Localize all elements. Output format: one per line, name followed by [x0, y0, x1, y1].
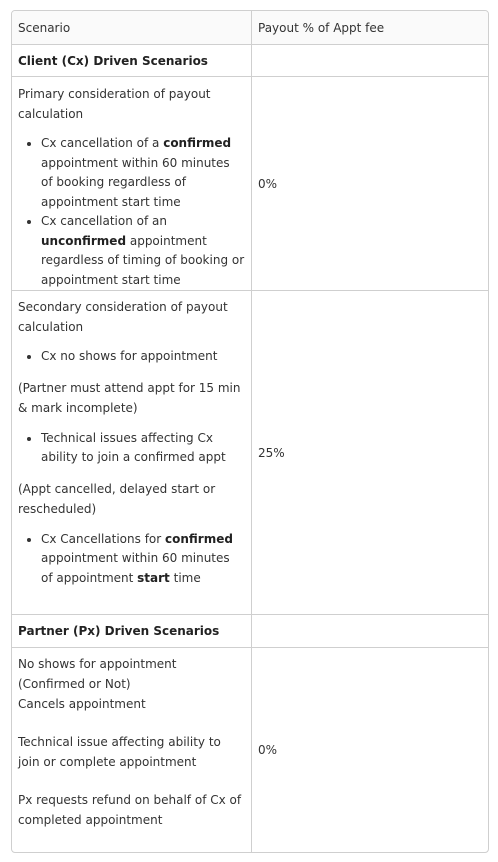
secondary-scenario-cell: [12, 291, 251, 614]
payout-table: [11, 10, 489, 853]
partner-line-1: No shows for appointment (Confirmed or Not): [18, 657, 177, 691]
cx-section-empty-cell: [251, 45, 488, 76]
list-item: • Cx cancellation of an unconfirmed appointment regardless of timing of booking or appointment start time: [41, 212, 245, 290]
list-item: • Technical issues affecting Cx ability to join a confirmed appt: [41, 429, 245, 468]
partner-scenario-cell: [12, 648, 251, 852]
primary-intro: Primary consideration of payout calculation: [18, 87, 211, 121]
primary-payout: 0%: [251, 77, 488, 290]
list-item: • Cx no shows for appointment: [41, 347, 245, 367]
header-scenario: Scenario: [18, 20, 71, 35]
partner-line-2: Cancels appointment: [18, 697, 146, 711]
px-section-title: Partner (Px) Driven Scenarios: [18, 624, 220, 638]
partner-row: [12, 647, 488, 852]
primary-list: [18, 134, 245, 290]
table-header-row: [12, 11, 488, 44]
partner-line-4: Px requests refund on behalf of Cx of completed appointment: [18, 793, 242, 827]
primary-scenario-cell: [12, 77, 251, 290]
secondary-note-1: (Partner must attend appt for 15 min & mark incomplete): [18, 380, 241, 415]
secondary-payout: 25%: [251, 291, 488, 614]
list-item: • Cx cancellation of a confirmed appointment within 60 minutes of booking regardless of appointment start time: [41, 134, 245, 212]
secondary-list-3: [18, 530, 245, 589]
partner-payout: 0%: [251, 648, 488, 852]
secondary-list-1: [18, 347, 245, 367]
secondary-row: [12, 290, 488, 614]
header-payout: Payout % of Appt fee: [251, 11, 488, 44]
px-section-empty-cell: [251, 615, 488, 647]
secondary-note-2: (Appt cancelled, delayed start or rescheduled): [18, 481, 216, 516]
list-item: • Cx Cancellations for confirmed appointment within 60 minutes of appointment start time: [41, 530, 245, 589]
secondary-intro: Secondary consideration of payout calculation: [18, 300, 228, 334]
primary-row: [12, 76, 488, 290]
cx-section-title: Client (Cx) Driven Scenarios: [18, 53, 208, 68]
cx-section-row: [12, 44, 488, 76]
partner-line-3: Technical issue affecting ability to join or complete appointment: [18, 735, 221, 769]
secondary-list-2: [18, 429, 245, 468]
px-section-row: [12, 614, 488, 647]
